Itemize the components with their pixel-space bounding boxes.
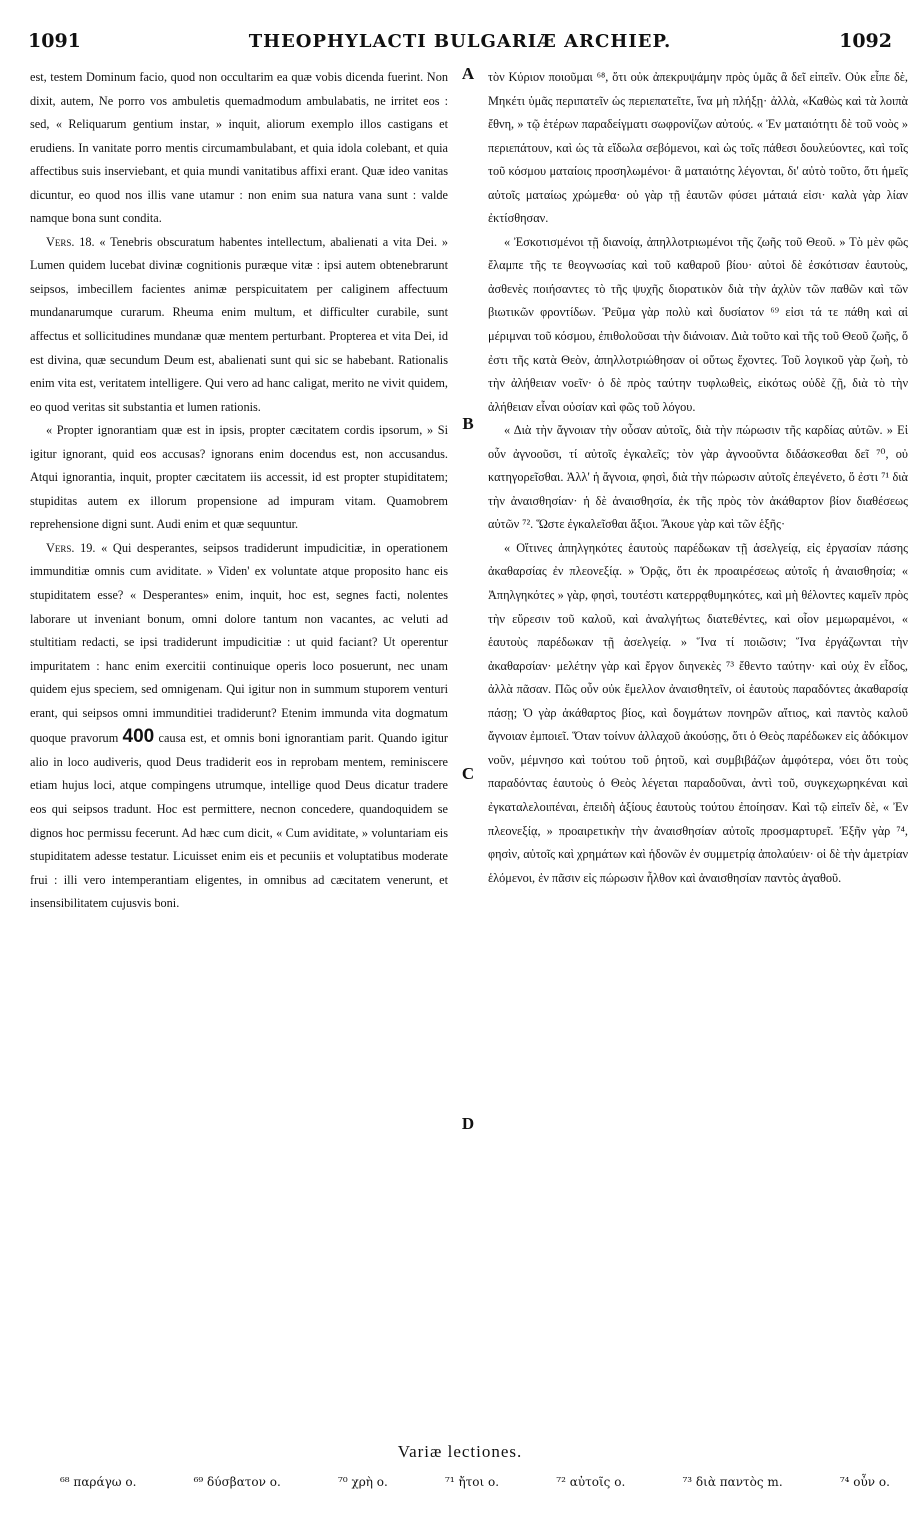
margin-letter-d: D <box>461 1114 475 1133</box>
greek-paragraph: « Διὰ τὴν ἄγνοιαν τὴν οὖσαν αὐτοῖς, διὰ τὴν πώρωσιν τῆς καρδίας αὐτῶν. » Εἰ οὖν ἀγνοοῦσι, τί αὐτοῖς ἐγκαλεῖς; τὸν γὰρ ἀγνοοῦντα διδάσκεσθαι δεῖ ⁷⁰, οὐ κατηγορεῖσθαι. Ἀλλ' ἡ ἄγνοια, φησὶ, διὰ τὴν πώρωσιν αὐτοῖς ἐπεγένετο, ὅ ἐστι ⁷¹ διὰ τὴν ἀναισθησίαν· ἡ δὲ ἀναισθησία, ἐκ τῆς πρὸς τὸν ἀκάθαρτον βίον διαθέσεως αὐτῶν ⁷². Ὥστε ἐγκαλεῖσθαι ἄξιοι. Ἄκουε γὰρ καὶ τῶν ἑξῆς· <box>488 423 908 532</box>
margin-letter-a: A <box>461 64 475 83</box>
column-number: 400 <box>122 726 155 748</box>
footnote: ⁷² αὐτοῖς ο. <box>556 1475 626 1489</box>
latin-text: causa est, et omnis boni ignorantiam parit. Quando igitur alio in loco audiveris, quod Deus tradiderit eos in reprobam mentem, reminiscere etiam hujus loci, atque compingens utrumque, intellige quod Deus dicatur tradere eos qui seipsos tradunt. Hoc est permittere, necnon concedere, quandoquidem se dignos hoc permissu fecerunt. Ad hæc cum dicit, « Cum aviditate, » voluntariam eis stupiditatem adesse testatur. Licuisset enim eis et pecuniis et voluptatibus moderate frui : illi vero intemperantiam eligentes, in omnibus ad cæcitatem venerunt, et insensibilitatem cujusvis boni. <box>30 731 448 911</box>
latin-paragraph <box>30 231 448 419</box>
left-page-number: 1091 <box>28 30 81 52</box>
latin-paragraph <box>30 537 448 916</box>
margin-letter-b: B <box>462 414 474 433</box>
latin-text: « Tenebris obscuratum habentes intellectum, abalienati a vita Dei. » Lumen quidem lucebat divinæ cognitionis puræque vitæ : ipsi autem obtenebrarunt seipsos, imbecillem facientes animæ perspicuitatem per caliginem affectuum mundanarumque curarum. Rheuma enim multum, et difficulter curabile, sunt affectus et sollicitudines mundanæ quæ mentem perturbant. Propterea et vita Dei, id est divina, quæ secundum Deum est, abalienati sunt qui sic se habebant. Rationalis enim vita est, veritatem intelligere. Qui vero ad hanc caligat, merito ne vivit quidem, eo quod veritas sit substantia et lumen rationis. <box>30 234 449 414</box>
footnote: ⁷³ διὰ παντὸς m. <box>682 1475 783 1489</box>
latin-paragraph: « Propter ignorantiam quæ est in ipsis, propter cæcitatem cordis ipsorum, » Si igitur ignorant, quid eos accusas? ignorans enim docendus est, non accusandus. Atqui ignorantia, inquit, propter cæcitatem iis accessit, id est propter stupiditatem; stupiditas autem ex illorum propensione ad impuram vitam. Quamobrem reprehensione digni sunt. Audi enim et quæ sequuntur. <box>30 423 448 532</box>
right-page-number: 1092 <box>839 30 892 52</box>
latin-paragraph: est, testem Dominum facio, quod non occultarim ea quæ vobis dicenda fuerint. Non dixit, autem, Ne porro vos ambuletis quemadmodum ambulabatis, ne irritet eos : sed, « Reliquarum gentium instar, » inquit, aliorum exemplo illos castigans et erudiens. In vanitate porro mentis circumambulabant, et quia idola colebant, et quia affectibus suis inserviebant, et quia mundi vanitatibus affixi erant. Quæ ideo vanitas dicuntur, eo quod nos illis vane utamur : non enim sua natura vana sunt : valde namque bona sunt condita. <box>30 70 448 226</box>
footnote: ⁶⁸ παράγω ο. <box>60 1475 137 1489</box>
footnote: ⁷⁰ χρὴ ο. <box>338 1475 388 1489</box>
footnote: ⁷⁴ οὖν ο. <box>839 1475 890 1489</box>
footnote: ⁷¹ ἤτοι ο. <box>445 1475 500 1489</box>
greek-column <box>488 66 908 890</box>
latin-column <box>30 66 448 916</box>
variae-lectiones-heading: Variæ lectiones. <box>397 1442 523 1461</box>
running-header <box>28 30 892 66</box>
footnote: ⁶⁹ δύσβατον ο. <box>193 1475 281 1489</box>
footnotes <box>60 1475 890 1489</box>
verse-label: Vers. 19. <box>46 540 96 555</box>
greek-paragraph: « Ἐσκοτισμένοι τῇ διανοίᾳ, ἀπηλλοτριωμένοι τῆς ζωῆς τοῦ Θεοῦ. » Τὸ μὲν φῶς ἔλαμπε τῆς τε θεογνωσίας καὶ τοῦ καθαροῦ βίου· αὐτοὶ δὲ ἐσκότισαν ἑαυτοὺς, ἀσθενὲς ποιήσαντες τὸ τῆς ψυχῆς διορατικὸν διὰ τὴν ἀχλὺν τῶν παθῶν καὶ τῶν βιωτικῶν φροντίδων. Ῥεῦμα γὰρ πολὺ καὶ δυσίατον ⁶⁹ εἰσι τά τε πάθη καὶ αἱ μέριμναι τοῦ κόσμου, ἐπιθολοῦσαι τὴν διάνοιαν. Διὰ τοῦτο καὶ τῆς τοῦ Θεοῦ ζωῆς, ὅ ἐστι τῆς κατὰ Θεὸν, ἀπηλλοτριώθησαν οἱ οὕτως ἔχοντες. Τοῦ λογικοῦ γὰρ ζωὴ, τὸ τὴν ἀλήθειαν νοεῖν· ὁ δὲ πρὸς ταύτην τυφλωθεὶς, εἰκότως οὐδὲ ζῇ, διὰ τὸ τὴν ἀλήθειαν εἶναι οὐσίαν καὶ φῶς τοῦ λόγου. <box>488 234 908 414</box>
latin-text: « Qui desperantes, seipsos tradiderunt impudicitiæ, in operationem immunditiæ omnis cum aviditate. » Viden' ex voluntate atque proposito hanc eis stupiditatem esse? « Desperantes» enim, inquit, hoc est, segnes facti, nolentes laborare ut inveniant bonum, omni dolore tantum non vacantes, ac veluti ad stultitiam redacti, se ipsi tradiderunt impudicitiæ : ut quid faciant? Ut operentur impuritatem : hanc enim exercitii continuique operis loco posuerunt, nec unam quidem ejus speciem, sed omnigenam. Qui igitur non in summum stuporem venturi erant, qui seipsos omni immunditiei tradiderunt? Etenim immunda vita dogmatum quoque pravorum <box>30 540 449 746</box>
verse-label: Vers. 18. <box>46 234 95 249</box>
greek-paragraph: τὸν Κύριον ποιοῦμαι ⁶⁸, ὅτι οὐκ ἀπεκρυψάμην πρὸς ὑμᾶς ἃ δεῖ εἰπεῖν. Οὐκ εἶπε δὲ, Μηκέτι ὑμᾶς περιπατεῖν ὡς περιεπατεῖτε, ἵνα μὴ πλήξῃ· ἀλλὰ, «Καθὼς καὶ τὰ λοιπὰ ἔθνη, » τῷ ἑτέρων παραδείγματι σωφρονίζων αὐτούς. « Ἐν ματαιότητι δὲ τοῦ νοὸς » περιεπάτουν, καὶ ὡς τὰ εἴδωλα σεβόμενοι, καὶ ὡς τοῖς πάθεσι δουλεύοντες, καὶ τοῖς τοῦ κόσμου ματαίοις προσηλωμένοι· ἃ ματαιότης λέγονται, δι' αὐτὸ τοῦτο, ὅτι ἡμεῖς αὐτοῖς ματαίως χρώμεθα· οὐ γὰρ τῇ ἑαυτῶν φύσει μάταιά εἰσι· καλὰ γὰρ λίαν ἐκτίσθησαν. <box>488 70 908 226</box>
running-title: THEOPHYLACTI BULGARIÆ ARCHIEP. <box>248 31 672 52</box>
greek-paragraph: « Οἵτινες ἀπηλγηκότες ἑαυτοὺς παρέδωκαν τῇ ἀσελγείᾳ, εἰς ἐργασίαν πάσης ἀκαθαρσίας ἐν πλεονεξίᾳ. » Ὁρᾷς, ὅτι ἐκ προαιρέσεως αὐτοῖς ἡ ἀναισθησία; « Ἀπηλγηκότες » γὰρ, φησὶ, τουτέστι κατερρᾳθυμηκότες, καὶ μὴ θέλοντες καμεῖν πρὸς τὴν εὕρεσιν τοῦ καλοῦ, καὶ ἀναλγήτως διατεθέντες, καὶ οἷον μεμωραμένοι, « ἑαυτοὺς παρέδωκαν τῇ ἀσελγείᾳ. » Ἵνα τί ποιῶσιν; Ἵνα ἐργάζωνται τὴν ἀκαθαρσίαν· μελέτην γὰρ καὶ ἔργον διηνεκὲς ⁷³ ἔθεντο ταύτην· καὶ οὐχ ἓν εἶδος, ἀλλὰ πᾶσαν. Πῶς οὖν οὐκ ἔμελλον ἀναισθητεῖν, οἱ ἑαυτοὺς παραδόντες ἀκαθαρσίᾳ πάσῃ; Ὁ γὰρ ἀκάθαρτος βίος, καὶ δογμάτων πονηρῶν αἴτιος, καὶ παντὸς καλοῦ ἄγνοιαν ἐμποιεῖ. Ὅταν τοίνυν ἀλλαχοῦ ἀκούσῃς, ὅτι ὁ Θεὸς παρέδωκεν εἰς ἀδόκιμον νοῦν, μέμνησο καὶ τούτου τοῦ ῥητοῦ, καὶ συμβιβάζων ἀμφότερα, νόει ὅτι τοὺς παραδόντας ἑαυτοὺς ὁ Θεὸς λέγεται παραδοῦναι, ἀντὶ τοῦ, συγκεχωρηκέναι καὶ ἐγκαταλελοιπέναι, ἐπειδὴ ἀξίους ἑαυτοὺς τούτου ἐποίησαν. Καὶ τῷ εἰπεῖν δὲ, « Ἐν πλεονεξίᾳ, » προαιρετικὴν τὴν ἀναισθησίαν αὐτοῖς προσμαρτυρεῖ. Ἐξῆν γὰρ ⁷⁴, φησὶν, αὐτοῖς καὶ χρημάτων καὶ ἡδονῶν ἐν συμμετρίᾳ ἀπολαύειν· οἱ δὲ τὴν ἀμετρίαν ἑλόμενοι, ἐν πᾶσιν εἰς πώρωσιν ἦλθον καὶ ἀναισθησίαν παντὸς ἀγαθοῦ. <box>488 540 908 885</box>
margin-letter-c: C <box>461 764 475 783</box>
